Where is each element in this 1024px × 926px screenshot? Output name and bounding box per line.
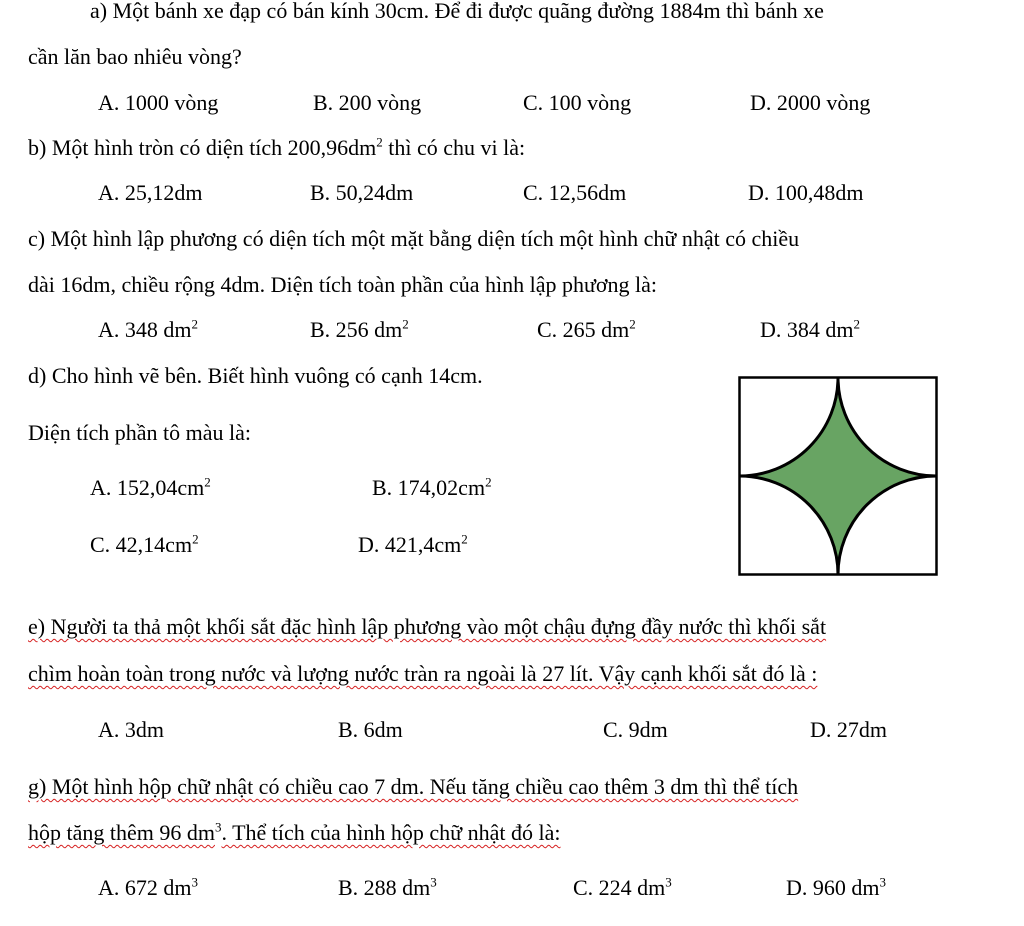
question-e-option-c: C. 9dm <box>603 717 668 742</box>
question-g-option-b <box>338 873 437 903</box>
question-g-option-a <box>98 873 198 903</box>
question-b-text-post: thì có chu vi là: <box>382 135 526 160</box>
question-b-option-b: B. 50,24dm <box>310 180 414 205</box>
question-b-line1 <box>28 133 525 163</box>
square-figure <box>738 376 938 581</box>
question-a-line2: cần lăn bao nhiêu vòng? <box>28 44 242 69</box>
question-d-line1: d) Cho hình vẽ bên. Biết hình vuông có cạnh 14cm. <box>28 363 483 388</box>
question-d-option-d-sup: 2 <box>461 531 468 547</box>
question-g-option-a-text: A. 672 dm <box>98 875 192 900</box>
question-g-line2-sup: 3 <box>214 819 222 835</box>
question-a-option-a: A. 1000 vòng <box>98 90 219 115</box>
question-d-option-a <box>90 473 211 503</box>
question-c-line1: c) Một hình lập phương có diện tích một mặt bằng diện tích một hình chữ nhật có chiều <box>28 226 800 251</box>
question-d-option-b <box>372 473 492 503</box>
question-a-option-c: C. 100 vòng <box>523 90 632 115</box>
question-d-option-a-text: A. 152,04cm <box>90 475 205 500</box>
shaded-region <box>740 378 937 575</box>
question-b-text-pre: b) Một hình tròn có diện tích 200,96dm <box>28 135 377 160</box>
question-c-option-b-text: B. 256 dm <box>310 317 403 342</box>
question-g-option-c-sup: 3 <box>665 874 672 890</box>
question-c-option-c <box>537 315 636 345</box>
question-g-line2 <box>28 818 560 848</box>
question-a-option-d: D. 2000 vòng <box>750 90 871 115</box>
question-g-option-c <box>573 873 672 903</box>
question-e-option-b: B. 6dm <box>338 717 403 742</box>
question-c-option-d-text: D. 384 dm <box>760 317 854 342</box>
question-c-option-c-text: C. 265 dm <box>537 317 630 342</box>
question-c-line2: dài 16dm, chiều rộng 4dm. Diện tích toàn phần của hình lập phương là: <box>28 272 658 297</box>
question-d-line2: Diện tích phần tô màu là: <box>28 420 251 445</box>
question-g-option-c-text: C. 224 dm <box>573 875 666 900</box>
question-c-option-b <box>310 315 409 345</box>
question-d-option-d <box>358 530 468 560</box>
question-b-option-a: A. 25,12dm <box>98 180 203 205</box>
square-figure-svg <box>738 376 938 576</box>
question-d-option-b-sup: 2 <box>485 474 492 490</box>
question-g-line1-text: g) Một hình hộp chữ nhật có chiều cao 7 dm. Nếu tăng chiều cao thêm 3 dm thì thể tích <box>28 774 799 799</box>
question-e-option-d: D. 27dm <box>810 717 887 742</box>
question-e-line2 <box>28 659 817 689</box>
question-b-option-d: D. 100,48dm <box>748 180 864 205</box>
question-c-option-b-sup: 2 <box>402 316 409 332</box>
question-g-option-a-sup: 3 <box>191 874 198 890</box>
question-g-option-d-text: D. 960 dm <box>786 875 880 900</box>
question-e-line1-text: e) Người ta thả một khối sắt đặc hình lập phương vào một chậu đựng đầy nước thì khối sắt <box>28 614 827 639</box>
question-d-option-c-text: C. 42,14cm <box>90 532 193 557</box>
question-g-line2-pre: hộp tăng thêm 96 dm <box>28 820 215 845</box>
question-c-option-d <box>760 315 860 345</box>
question-e-line2-text: chìm hoàn toàn trong nước và lượng nước tràn ra ngoài là 27 lít. Vậy cạnh khối sắt đó là : <box>28 661 818 686</box>
question-b-option-c: C. 12,56dm <box>523 180 627 205</box>
question-c-option-a-sup: 2 <box>191 316 198 332</box>
question-d-option-d-text: D. 421,4cm <box>358 532 462 557</box>
question-a-option-b: B. 200 vòng <box>313 90 422 115</box>
question-g-option-d-sup: 3 <box>879 874 886 890</box>
question-g-line2-post: . Thể tích của hình hộp chữ nhật đó là: <box>221 820 561 845</box>
question-g-option-d <box>786 873 886 903</box>
question-a-line1: a) Một bánh xe đạp có bán kính 30cm. Để đi được quãng đường 1884m thì bánh xe <box>90 0 824 23</box>
question-d-option-c <box>90 530 199 560</box>
question-b-sup: 2 <box>376 134 383 150</box>
question-g-line1 <box>28 772 798 802</box>
question-d-option-c-sup: 2 <box>192 531 199 547</box>
question-c-option-d-sup: 2 <box>853 316 860 332</box>
question-e-line1 <box>28 612 826 642</box>
question-c-option-a-text: A. 348 dm <box>98 317 192 342</box>
question-g-option-b-sup: 3 <box>430 874 437 890</box>
question-e-option-a: A. 3dm <box>98 717 164 742</box>
question-g-option-b-text: B. 288 dm <box>338 875 431 900</box>
question-d-option-a-sup: 2 <box>204 474 211 490</box>
question-d-option-b-text: B. 174,02cm <box>372 475 486 500</box>
question-c-option-c-sup: 2 <box>629 316 636 332</box>
question-c-option-a <box>98 315 198 345</box>
